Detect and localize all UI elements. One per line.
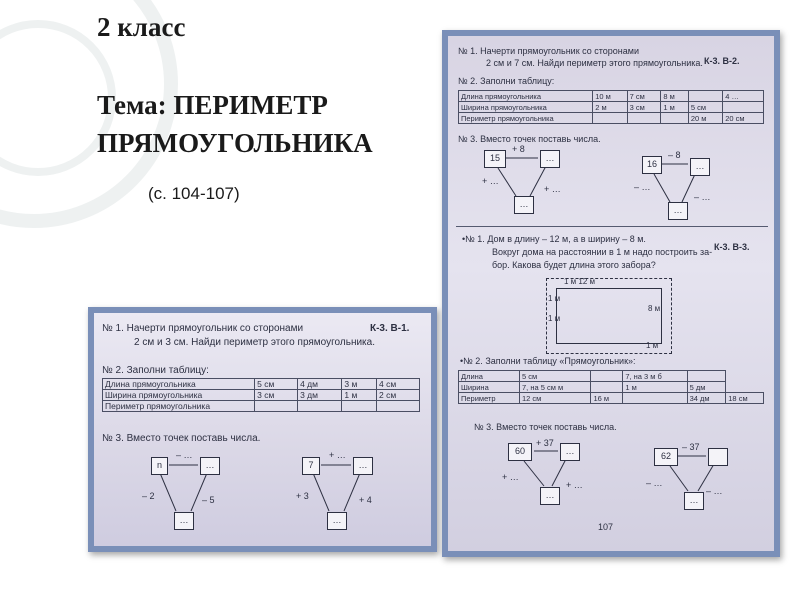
diagram1-start-box: 15	[484, 150, 506, 168]
diagram2-left-op: + 3	[296, 491, 309, 501]
diagram1-left-op: – 2	[142, 491, 155, 501]
table-row-header: Ширина прямоугольника	[459, 102, 593, 113]
fig-label-top: 1 м 12 м	[564, 277, 596, 286]
diagram2-right-box: …	[690, 158, 710, 176]
diagram1-right-box: …	[540, 150, 560, 168]
fig-label-left1: 1 м	[548, 294, 561, 303]
task3-label: № 3. Вместо точек поставь числа.	[458, 134, 601, 144]
table-cell: 4 …	[723, 91, 764, 102]
table-cell	[591, 371, 623, 382]
fig-label-left2: 1 м	[548, 314, 561, 323]
table-cell: 3 см	[255, 390, 298, 401]
variant-label-3: К-3. В-3.	[714, 242, 750, 252]
divider	[456, 226, 768, 227]
table-row	[459, 371, 764, 382]
table-row-header: Длина прямоугольника	[459, 91, 593, 102]
fig-label-right: 8 м	[648, 304, 661, 313]
house-outline	[556, 288, 662, 344]
diagram1-right-op: + …	[544, 184, 561, 194]
diagram1-left-op: + …	[482, 176, 499, 186]
task3-label: № 3. Вместо точек поставь числа.	[102, 433, 261, 444]
task1-line1: № 1. Начерти прямоугольник со сторонами	[102, 323, 304, 334]
table-row-header: Периметр	[459, 393, 520, 404]
table-cell: 8 м	[661, 91, 688, 102]
table-cell: 34 дм	[687, 393, 726, 404]
diagram1-top-op: + 8	[512, 144, 525, 154]
table-cell: 5 дм	[687, 382, 726, 393]
table-cell: 16 м	[591, 393, 623, 404]
task1-line2: 2 см и 7 см. Найди периметр этого прямоугольника.	[486, 58, 703, 68]
task2-label: № 2. Заполни таблицу:	[458, 76, 555, 86]
table-cell: 7, на 5 см м	[520, 382, 591, 393]
task1-v3-line1: •№ 1. Дом в длину – 12 м, а в ширину – 8 м.	[462, 234, 646, 244]
table-cell	[687, 371, 726, 382]
table-cell: 2 м	[593, 102, 627, 113]
table-row-header: Длина прямоугольника	[103, 379, 255, 390]
diagram2-right-box: …	[353, 457, 373, 475]
table-cell: 5 см	[255, 379, 298, 390]
table-cell: 10 м	[593, 91, 627, 102]
diagram4-left-op: – …	[646, 478, 663, 488]
table-cell: 3 м	[342, 379, 377, 390]
table-row-header: Ширина прямоугольника	[103, 390, 255, 401]
rect-table-v3	[458, 370, 764, 404]
table-cell	[623, 393, 687, 404]
diagram2-start-box: 7	[302, 457, 320, 475]
diagram3-bottom-box: …	[540, 487, 560, 505]
table-row	[459, 393, 764, 404]
task2-v3-label: •№ 2. Заполни таблицу «Прямоугольник»:	[460, 356, 636, 366]
diagram2-start-box: 16	[642, 156, 662, 174]
diagram1-bottom-box: …	[514, 196, 534, 214]
task1-line1: № 1. Начерти прямоугольник со сторонами	[458, 46, 639, 56]
page-number: 107	[598, 522, 614, 532]
table-row	[459, 382, 764, 393]
table-row-header: Ширина	[459, 382, 520, 393]
fig-label-bottom: 1 м	[646, 341, 659, 350]
diagram1-bottom-box: …	[174, 512, 194, 530]
task1-v3-line2: Вокруг дома на расстоянии в 1 м надо построить за-	[492, 247, 713, 257]
diagram2-bottom-box: …	[668, 202, 688, 220]
diagram2-right-op: – …	[694, 192, 711, 202]
table-row-header: Периметр прямоугольника	[103, 401, 255, 412]
diagram1-top-op: – …	[176, 450, 193, 460]
worksheet-photo-variant-1	[88, 307, 437, 552]
task1-line2: 2 см и 3 см. Найди периметр этого прямоугольника.	[134, 337, 375, 348]
table-cell: 7 см	[627, 91, 661, 102]
topic-title: Тема: ПЕРИМЕТР ПРЯМОУГОЛЬНИКА	[97, 90, 373, 158]
diagram1-start-box: n	[151, 457, 168, 475]
diagram4-top-op: – 37	[682, 442, 700, 452]
table-row-header: Периметр прямоугольника	[459, 113, 593, 124]
table-cell: 5 см	[520, 371, 591, 382]
diagram4-right-box	[708, 448, 728, 466]
table-cell: 3 дм	[298, 390, 342, 401]
table-cell	[591, 382, 623, 393]
worksheet-photo-variants-2-3	[442, 30, 780, 557]
diagram2-bottom-box: …	[327, 512, 347, 530]
variant-label-2: К-3. В-2.	[704, 56, 740, 66]
table-cell: 1 м	[661, 102, 688, 113]
grade-title: 2 класс	[97, 12, 186, 42]
diagram3-left-op: + …	[502, 472, 519, 482]
table-cell: 7, на 3 м б	[623, 371, 687, 382]
diagram3-start-box: 60	[508, 443, 532, 461]
task2-label: № 2. Заполни таблицу:	[102, 365, 209, 376]
page-range: (с. 104-107)	[148, 184, 240, 203]
diagram4-right-op: – …	[706, 486, 723, 496]
table-cell: 20 см	[723, 113, 764, 124]
task1-v3-line3: бор. Какова будет длина этого забора?	[492, 260, 656, 270]
diagram3-right-box: …	[560, 443, 580, 461]
table-cell: 20 м	[688, 113, 722, 124]
table-cell: 3 см	[627, 102, 661, 113]
variant-label: К-3. В-1.	[370, 323, 410, 334]
table-cell: 1 м	[623, 382, 687, 393]
chain-arrows-left	[94, 313, 431, 546]
diagram3-right-op: + …	[566, 480, 583, 490]
diagram3-top-op: + 37	[536, 438, 554, 448]
table-cell: 4 см	[377, 379, 420, 390]
table-cell: 5 см	[688, 102, 722, 113]
table-row-header: Длина	[459, 371, 520, 382]
diagram2-right-op: + 4	[359, 495, 372, 505]
task3-v3-label: № 3. Вместо точек поставь числа.	[474, 422, 617, 432]
diagram1-right-op: – 5	[202, 495, 215, 505]
table-cell: 12 см	[520, 393, 591, 404]
diagram2-top-op: – 8	[668, 150, 681, 160]
diagram4-start-box: 62	[654, 448, 678, 466]
diagram1-right-box: …	[200, 457, 220, 475]
table-cell: 4 дм	[298, 379, 342, 390]
table-cell: 18 см	[726, 393, 764, 404]
table-cell: 2 см	[377, 390, 420, 401]
table-cell: 1 м	[342, 390, 377, 401]
diagram2-top-op: + …	[329, 450, 346, 460]
diagram2-left-op: – …	[634, 182, 651, 192]
diagram4-bottom-box: …	[684, 492, 704, 510]
